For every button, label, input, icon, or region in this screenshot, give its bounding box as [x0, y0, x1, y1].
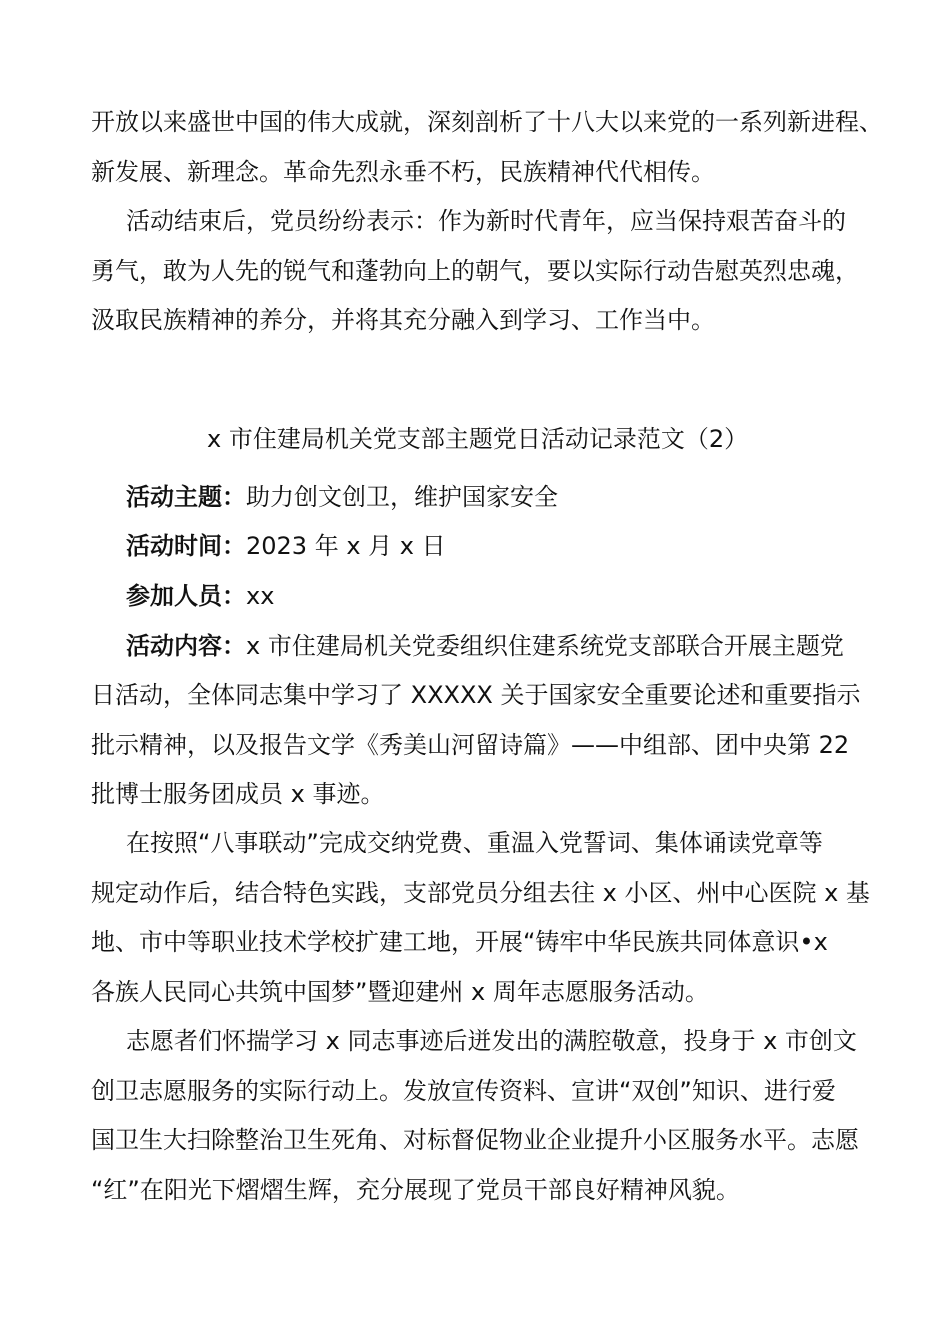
intro-line-4: 勇气，敢为人先的锐气和蓬勃向上的朝气，要以实际行动告慰英烈忠魂，: [91, 257, 859, 285]
theme-row: [126, 481, 558, 513]
para2-line-1: 在按照“八事联动”完成交纳党费、重温入党誓词、集体诵读党章等: [126, 829, 823, 857]
intro-line-2: 新发展、新理念。革命先烈永垂不朽，民族精神代代相传。: [91, 158, 715, 186]
intro-line-3: 活动结束后，党员纷纷表示：作为新时代青年，应当保持艰苦奋斗的: [126, 207, 846, 235]
para2-line-3: 地、市中等职业技术学校扩建工地，开展“铸牢中华民族共同体意识•x: [91, 928, 828, 956]
content-label: 活动内容：: [126, 632, 246, 660]
content-first-line: x 市住建局机关党委组织住建系统党支部联合开展主题党: [246, 632, 844, 660]
members-value: xx: [246, 582, 275, 610]
content-line-3: 批示精神，以及报告文学《秀美山河留诗篇》——中组部、团中央第 22: [91, 731, 850, 759]
section-title: x 市住建局机关党支部主题党日活动记录范文（2）: [207, 425, 749, 453]
para3-line-3: 国卫生大扫除整治卫生死角、对标督促物业企业提升小区服务水平。志愿: [91, 1126, 859, 1154]
content-line-4: 批博士服务团成员 x 事迹。: [91, 780, 385, 808]
members-label: 参加人员：: [126, 582, 246, 610]
para2-line-2: 规定动作后，结合特色实践，支部党员分组去往 x 小区、州中心医院 x 基: [91, 879, 870, 907]
time-label: 活动时间：: [126, 532, 246, 560]
para3-line-1: 志愿者们怀揣学习 x 同志事迹后迸发出的满腔敬意，投身于 x 市创文: [126, 1027, 857, 1055]
theme-label: 活动主题：: [126, 483, 246, 511]
theme-value: 助力创文创卫，维护国家安全: [246, 483, 558, 511]
content-line-2: 日活动，全体同志集中学习了 XXXXX 关于国家安全重要论述和重要指示: [91, 681, 861, 709]
para2-line-4: 各族人民同心共筑中国梦”暨迎建州 x 周年志愿服务活动。: [91, 978, 709, 1006]
para3-line-4: “红”在阳光下熠熠生辉，充分展现了党员干部良好精神风貌。: [91, 1176, 740, 1204]
intro-line-5: 汲取民族精神的养分，并将其充分融入到学习、工作当中。: [91, 306, 715, 334]
intro-line-1: 开放以来盛世中国的伟大成就，深刻剖析了十八大以来党的一系列新进程、: [91, 108, 883, 136]
members-row: [126, 580, 274, 612]
content-row: [126, 630, 844, 662]
time-row: [126, 530, 446, 562]
time-value: 2023 年 x 月 x 日: [246, 532, 446, 560]
para3-line-2: 创卫志愿服务的实际行动上。发放宣传资料、宣讲“双创”知识、进行爱: [91, 1077, 836, 1105]
